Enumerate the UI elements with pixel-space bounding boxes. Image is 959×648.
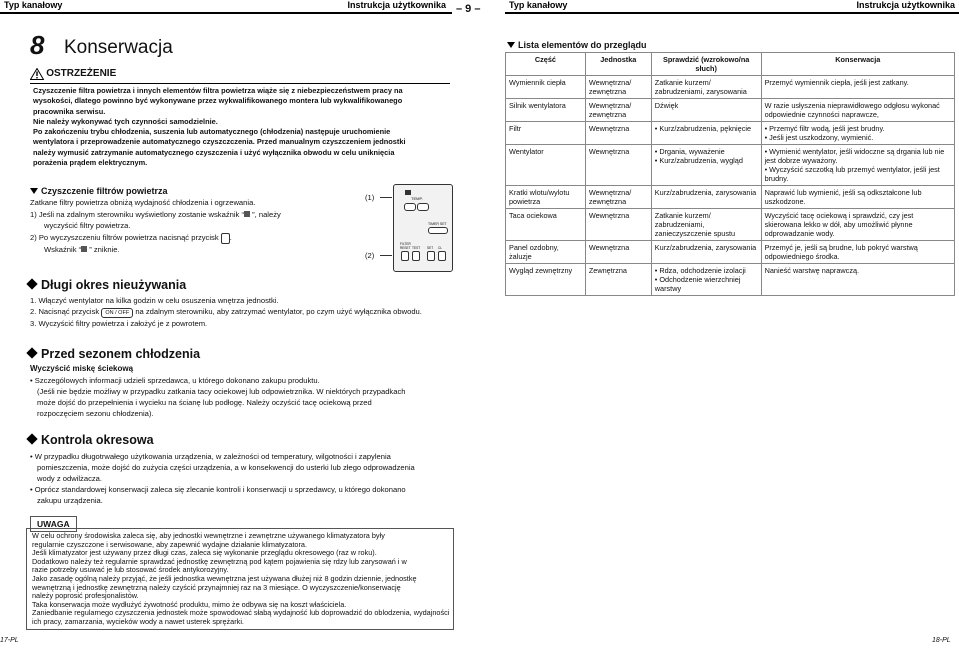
footer-left-page: 17-PL bbox=[0, 637, 19, 644]
note-line: wewnętrzną i jednostkę zewnętrzną należy czyścić przynajmniej raz na 3 miesiące. O wyczyszczenie/konserwację bbox=[32, 582, 401, 592]
before-season-line: rozpoczęciem sezonu chłodzenia). bbox=[37, 409, 154, 418]
column-header: Jednostka bbox=[585, 53, 651, 76]
column-header: Część bbox=[506, 53, 586, 76]
triangle-bullet-icon bbox=[507, 42, 515, 48]
before-season-line: (Jeśli nie będzie możliwy w przypadku zatkania tacy ociekowej lub odpowietrznika. W niektórych przypadkach bbox=[37, 387, 406, 396]
test-button[interactable] bbox=[412, 251, 420, 261]
temp-up-button[interactable] bbox=[417, 203, 429, 211]
cell-check bbox=[651, 264, 761, 296]
cell-check-line: • Kurz/zabrudzenia, pęknięcie bbox=[655, 124, 758, 133]
chapter-title: Konserwacja bbox=[64, 37, 173, 58]
cell-part: Wygląd zewnętrzny bbox=[506, 264, 586, 296]
long-idle-item: 1. Włączyć wentylator na kilka godzin w celu osuszenia wnętrza jednostki. bbox=[30, 296, 279, 305]
cell-unit: Wewnętrzna bbox=[585, 145, 651, 186]
column-header: Konserwacja bbox=[761, 53, 954, 76]
cell-part: Silnik wentylatora bbox=[506, 99, 586, 122]
footer-right-page: 18-PL bbox=[932, 637, 951, 644]
note-body bbox=[32, 532, 452, 627]
cell-check-line: Zatkanie kurzem/ zabrudzeniami, zanieczyszczenie spustu bbox=[654, 211, 736, 238]
timer-button[interactable] bbox=[428, 227, 448, 234]
before-season-bullet: • Szczególowych informacji udzieli sprzedawca, u którego dokonano zakupu produktu. bbox=[30, 375, 460, 386]
cell-maint bbox=[761, 186, 954, 209]
header-rule-right bbox=[505, 12, 959, 14]
note-line: W celu ochrony środowiska zaleca się, aby jednostki wewnętrzne i zewnętrzne używanego klimatyzatora były bbox=[32, 531, 385, 540]
cell-maint-line: • Wyczyścić szczotką lub przemyć wentylator, jeśli jest brudny. bbox=[765, 165, 951, 183]
cell-maint bbox=[761, 76, 954, 99]
table-row bbox=[506, 241, 955, 264]
cell-part: Filtr bbox=[506, 122, 586, 145]
checklist-table-wrap bbox=[505, 52, 955, 296]
warning-line: Nie należy wykonywać tych czynności samodzielnie. bbox=[33, 116, 218, 126]
cell-check-line: • Kurz/zabrudzenia, wygląd bbox=[655, 156, 758, 165]
cell-check-line: Dźwięk bbox=[654, 101, 679, 110]
remote-set-label: SET bbox=[427, 246, 434, 250]
filter-indicator-icon bbox=[405, 190, 411, 195]
cell-maint-line: • Jeśli jest uszkodzony, wymienić. bbox=[765, 133, 951, 142]
cell-maint-line: • Przemyć filtr wodą, jeśli jest brudny. bbox=[765, 124, 951, 133]
table-header-row bbox=[506, 53, 955, 76]
remote-temp-label: TEMP. bbox=[411, 196, 423, 201]
before-season-title: Przed sezonem chłodzenia bbox=[28, 347, 200, 361]
warning-header bbox=[30, 68, 116, 80]
set-button[interactable] bbox=[427, 251, 435, 261]
cell-check bbox=[651, 241, 761, 264]
note-line: Taka konserwacja może wydłużyć żywotność produktu, mimo że odbywa się na koszt właściciela. bbox=[32, 599, 347, 609]
remote-test-label: TEST bbox=[412, 246, 421, 250]
filter-reset-button-icon bbox=[221, 233, 230, 244]
cell-maint-line: Przemyć wymiennik ciepła, jeśli jest zatkany. bbox=[764, 78, 909, 87]
column-header: Sprawdzić (wzrokowo/na słuch) bbox=[651, 53, 761, 76]
cell-maint bbox=[761, 209, 954, 241]
cell-unit: Zewnętrzna bbox=[585, 264, 651, 296]
cell-unit: Wewnętrzna bbox=[585, 209, 651, 241]
table-row bbox=[506, 122, 955, 145]
cell-unit: Wewnętrzna/ zewnętrzna bbox=[585, 186, 651, 209]
cell-check bbox=[651, 99, 761, 122]
table-row bbox=[506, 76, 955, 99]
cell-maint bbox=[761, 145, 954, 186]
cell-check bbox=[651, 122, 761, 145]
cl-button[interactable] bbox=[438, 251, 446, 261]
periodic-line: wody z odwilżacza. bbox=[37, 474, 102, 483]
filter-cleaning-title: Czyszczenie filtrów powietrza bbox=[30, 186, 168, 196]
warning-line: porażenia prądem elektrycznym. bbox=[33, 158, 148, 168]
warning-line: pracownika serwisu. bbox=[33, 106, 106, 116]
table-row bbox=[506, 186, 955, 209]
remote-timer-label: TIMER SET bbox=[428, 222, 447, 226]
temp-down-button[interactable] bbox=[404, 203, 416, 211]
cell-part: Wentylator bbox=[506, 145, 586, 186]
warning-line: wysokości, dlatego powinno być wykonywane przez wykwalifikowanego montera lub wykwalifikowanego bbox=[33, 96, 403, 106]
header-left-doc: Instrukcja użytkownika bbox=[300, 0, 450, 11]
checklist-table bbox=[505, 52, 955, 296]
cell-check-line: Kurz/zabrudzenia, zarysowania bbox=[654, 188, 757, 197]
cell-check-line: Kurz/zabrudzenia, zarysowania bbox=[654, 243, 757, 252]
periodic-title: Kontrola okresowa bbox=[28, 433, 154, 447]
periodic-line: zakupu urządzenia. bbox=[37, 496, 103, 505]
long-idle-item: 3. Wyczyścić filtry powietrza i założyć je z powrotem. bbox=[30, 319, 208, 328]
note-line: Jako zasadę ogólną należy przyjąć, że jeśli jednostka wewnętrzna jest używana dłużej niż 8 godzin dziennie, jednostkę bbox=[32, 573, 417, 583]
cell-part: Wymiennik ciepła bbox=[506, 76, 586, 99]
cell-check bbox=[651, 145, 761, 186]
cell-unit: Wewnętrzna/ zewnętrzna bbox=[585, 99, 651, 122]
cell-maint-line: Naprawić lub wymienić, jeśli są odkształcone lub uszkodzone. bbox=[764, 188, 922, 206]
before-season-subtitle: Wyczyścić miskę ściekową bbox=[30, 364, 134, 373]
remote-cl-label: CL bbox=[438, 246, 443, 250]
chapter-number: 8 bbox=[30, 30, 45, 60]
warning-triangle-icon bbox=[30, 68, 44, 80]
page-mark: – 9 – bbox=[456, 3, 481, 15]
note-line: Zaniedbanie regularnego czyszczenia jednostek może spowodować słabą wydajność lub doprowadzić do oblodzenia, wydajności bbox=[32, 608, 450, 618]
filter-step1-cont: wyczyścić filtry powietrza. bbox=[44, 221, 131, 230]
cell-maint-line: Wyczyścić tacę ociekową i sprawdzić, czy jest skierowana lekko w dół, aby umożliwić płynne odprowadzanie wody. bbox=[764, 211, 914, 238]
remote-controller bbox=[393, 184, 453, 272]
long-idle-body bbox=[30, 295, 460, 329]
cell-check bbox=[651, 76, 761, 99]
cell-check-line: • Odchodzenie wierzchniej warstwy bbox=[655, 275, 758, 293]
header-rule-left bbox=[0, 12, 452, 14]
cell-unit: Wewnętrzna bbox=[585, 122, 651, 145]
filter-step2-cont: Wskaźnik “ ” zniknie. bbox=[44, 244, 120, 254]
note-line: Jeśli klimatyzator jest używany przez długi czas, zaleca się wykonanie przeglądu okresowego (raz w roku). bbox=[32, 548, 377, 558]
periodic-body bbox=[30, 451, 460, 506]
warning-rule bbox=[30, 83, 450, 84]
cell-unit: Wewnętrzna bbox=[585, 241, 651, 264]
periodic-bullet: • W przypadku długotrwałego użytkowania urządzenia, w zależności od temperatury, wilgotności i zapylenia bbox=[30, 451, 460, 462]
table-row bbox=[506, 209, 955, 241]
note-line: ich pracy, zamarzania, wycieków wody a nawet usterek sprężarki. bbox=[32, 616, 244, 626]
diamond-bullet-icon bbox=[26, 347, 37, 358]
cell-part: Taca ociekowa bbox=[506, 209, 586, 241]
table-row bbox=[506, 145, 955, 186]
callout-line-1 bbox=[380, 197, 392, 198]
note-tag: UWAGA bbox=[30, 516, 77, 532]
note-line: należy poprosić profesjonalistów. bbox=[32, 591, 139, 601]
cell-part: Panel ozdobny, żaluzje bbox=[506, 241, 586, 264]
warning-line: wentylatora i przeprowadzenie automatycznego czyszczczenia. Przed manualnym czyszczeniem jednostki bbox=[33, 137, 406, 147]
cell-check bbox=[651, 209, 761, 241]
header-right-doc: Instrukcja użytkownika bbox=[790, 0, 959, 11]
note-line: razie potrzeby usuwać je lub stosować środek antykorozyjny. bbox=[32, 565, 229, 575]
checklist-title: Lista elementów do przeglądu bbox=[507, 40, 647, 50]
cell-maint bbox=[761, 122, 954, 145]
cell-maint bbox=[761, 241, 954, 264]
table-row bbox=[506, 99, 955, 122]
cell-unit: Wewnętrzna/ zewnętrzna bbox=[585, 76, 651, 99]
before-season-line: może dojść do przepełnienia i wycieku na ścianę lub podłogę. Należy oczyścić tacę ociekową przed bbox=[37, 398, 372, 407]
callout-line-2 bbox=[380, 255, 392, 256]
filter-intro: Zatkane filtry powietrza obniżą wydajność chłodzenia i ogrzewania. bbox=[30, 198, 256, 207]
callout-2: (2) bbox=[365, 251, 375, 260]
before-season-body bbox=[30, 375, 460, 419]
cell-maint bbox=[761, 264, 954, 296]
cell-part: Kratki wlotu/wylotu powietrza bbox=[506, 186, 586, 209]
cell-check-line: • Drgania, wyważenie bbox=[655, 147, 758, 156]
note-line: regularnie czyszczone i serwisowane, aby zapewnić wydajne działanie klimatyzatora. bbox=[32, 539, 307, 549]
warning-body bbox=[33, 86, 453, 168]
callout-1: (1) bbox=[365, 193, 375, 202]
cell-check-line: • Rdza, odchodzenie izolacji bbox=[655, 266, 758, 275]
triangle-bullet-icon bbox=[30, 188, 38, 194]
periodic-bullet: • Oprócz standardowej konserwacji zaleca się zlecanie kontroli i konserwacji u sprzedawcy, u którego dokonano bbox=[30, 484, 460, 495]
filter-step1: 1) Jeśli na zdalnym sterowniku wyświetlony zostanie wskaźnik “ ”, należy bbox=[30, 210, 281, 219]
cell-maint-line: Przemyć je, jeśli są brudne, lub pokryć warstwą odpowiedniego środka. bbox=[764, 243, 918, 261]
header-right-title: Typ kanałowy bbox=[505, 0, 655, 11]
header-left-title: Typ kanałowy bbox=[0, 0, 200, 11]
diamond-bullet-icon bbox=[26, 433, 37, 444]
cell-check bbox=[651, 186, 761, 209]
cell-maint-line: Nanieść warstwę naprawczą. bbox=[764, 266, 860, 275]
table-row bbox=[506, 264, 955, 296]
periodic-line: pomieszczenia, może dojść do zużycia części urządzenia, a w konsekwencji do usterki lub złego odprowadzenia bbox=[37, 463, 415, 472]
long-idle-item: 2. Nacisnąć przycisk ON / OFF na zdalnym sterowniku, aby zatrzymać wentylator, po czym użyć wyłącznika obwodu. bbox=[30, 307, 422, 316]
on-off-button-icon: ON / OFF bbox=[101, 308, 133, 318]
warning-line: należy wymusić zatrzymanie automatycznego czyszczenia i użyć wyłącznika obwodu w celu uniknięcia bbox=[33, 147, 395, 157]
cell-maint-line: • Wymienić wentylator, jeśli widoczne są drgania lub nie jest dobrze wyważony. bbox=[765, 147, 951, 165]
remote-filter-label: FILTER RESET bbox=[400, 242, 411, 250]
warning-line: Czyszczenie filtra powietrza i innych elementów filtra powietrza wiąże się z niebezpieczeństwem pracy na bbox=[33, 86, 403, 95]
cell-check-line: Zatkanie kurzem/ zabrudzeniami, zarysowania bbox=[654, 78, 747, 96]
note-line: Dodatkowo należy też regularnie sprawdzać jednostkę zewnętrzną pod kątem pojawienia się rdzy lub zarysowań i w bbox=[32, 556, 407, 566]
long-idle-title: Długi okres nieużywania bbox=[28, 278, 186, 292]
warning-title: OSTRZEŻENIE bbox=[46, 68, 117, 80]
filter-cleaning-body bbox=[30, 197, 350, 255]
filter-step2: 2) Po wyczyszczeniu filtrów powietrza nacisnąć przycisk . bbox=[30, 233, 232, 242]
cell-maint bbox=[761, 99, 954, 122]
filter-reset-button[interactable] bbox=[401, 251, 409, 261]
diamond-bullet-icon bbox=[26, 278, 37, 289]
cell-maint-line: W razie usłyszenia nieprawidłowego odgłosu wykonać odpowiednie czynności naprawcze, bbox=[764, 101, 940, 119]
warning-line: Po zakończeniu trybu chłodzenia, suszenia lub automatycznego (chłodzenia) następuje uruchomienie bbox=[33, 127, 391, 137]
